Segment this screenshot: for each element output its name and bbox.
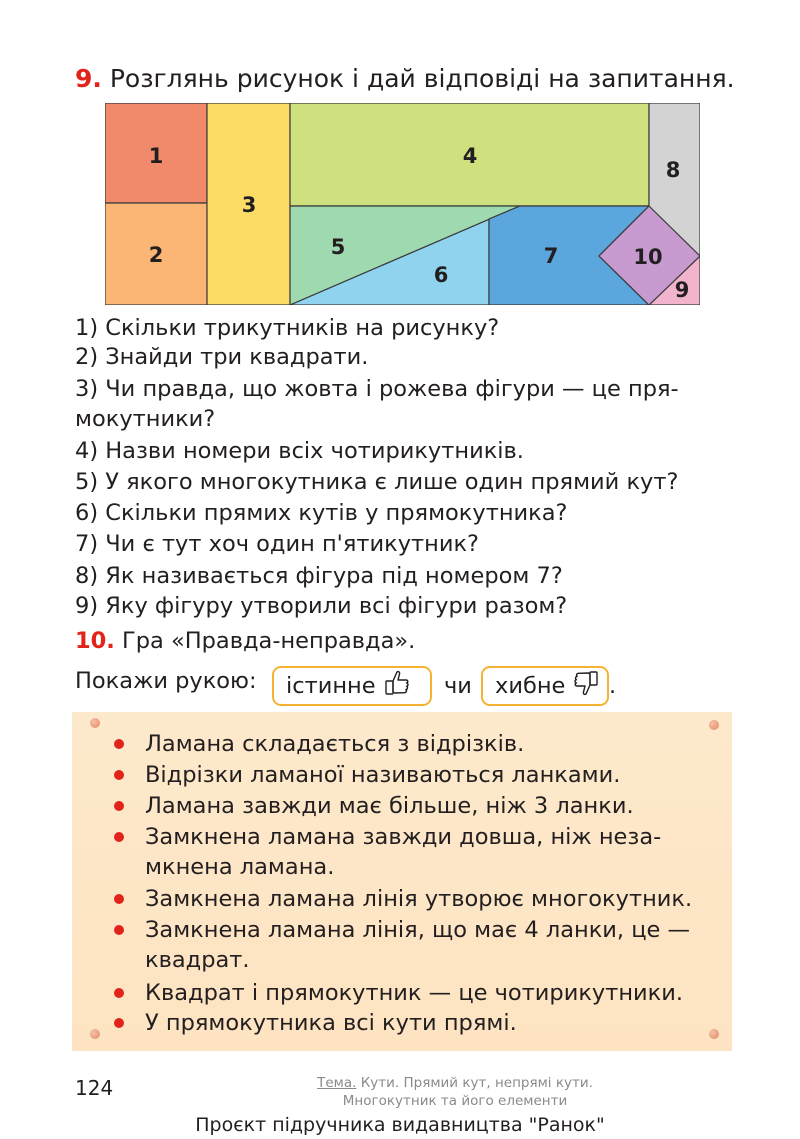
bullet-dot: [114, 801, 124, 811]
topic-text-1: Кути. Прямий кут, непрямі кути.: [360, 1075, 593, 1091]
statement-7: Квадрат і прямокутник — це чотирикутники.: [145, 980, 684, 1006]
true-label: істинне: [286, 673, 376, 699]
bullet-dot: [114, 770, 124, 780]
publisher-note: Проєкт підручника видавництва "Ранок": [195, 1114, 605, 1136]
bullet-dot: [114, 988, 124, 998]
end-period: .: [609, 673, 617, 699]
bullet-dot: [114, 739, 124, 749]
show-hand-prompt: Покажи рукою:: [75, 668, 257, 694]
task-10-title: Гра «Правда-неправда».: [122, 628, 416, 654]
task-10-number: 10.: [75, 628, 115, 654]
statement-4: Замкнена ламана завжди довша, ніж неза-: [145, 824, 662, 850]
statement-1: Ламана складається з відрізків.: [145, 731, 525, 757]
topic-label: Тема.: [317, 1075, 357, 1091]
task-9-number: 9.: [75, 64, 102, 93]
bullet-dot: [114, 1018, 124, 1028]
shape-4-label: 4: [462, 144, 478, 168]
shape-7-label: 7: [543, 244, 559, 268]
shape-5-label: 5: [330, 235, 346, 259]
false-answer-box: [481, 666, 609, 706]
statement-3: Ламана завжди має більше, ніж 3 ланки.: [145, 793, 634, 819]
question-4: 4) Назви номери всіх чотирикутників.: [75, 438, 524, 464]
bullet-dot: [114, 925, 124, 935]
pin-top-right: [709, 720, 719, 730]
question-8: 8) Як називається фігура під номером 7?: [75, 563, 563, 589]
or-word: чи: [444, 673, 472, 699]
question-1: 1) Скільки трикутників на рисунку?: [75, 315, 500, 341]
statement-5: Замкнена ламана лінія утворює многокутник.: [145, 886, 693, 912]
shape-2-label: 2: [148, 243, 164, 267]
statement-4-cont: мкнена ламана.: [145, 854, 335, 880]
task-9-heading: [75, 64, 735, 93]
thumbs-up-icon: [384, 669, 410, 703]
question-7: 7) Чи є тут хоч один п'ятикутник?: [75, 531, 480, 557]
shape-8-label: 8: [665, 158, 681, 182]
question-3-cont: мокутники?: [75, 406, 216, 432]
shape-3-label: 3: [241, 193, 257, 217]
pin-bottom-right: [709, 1029, 719, 1039]
statement-6-cont: квадрат.: [145, 947, 250, 973]
thumbs-down-icon: [573, 669, 599, 703]
bullet-dot: [114, 832, 124, 842]
pin-top-left: [90, 718, 100, 728]
statement-8: У прямокутника всі кути прямі.: [145, 1010, 517, 1036]
pin-bottom-left: [90, 1029, 100, 1039]
topic-line-2: Многокутник та його елементи: [342, 1093, 568, 1109]
page-number: 124: [75, 1076, 114, 1100]
question-6: 6) Скільки прямих кутів у прямокутника?: [75, 500, 568, 526]
question-3: 3) Чи правда, що жовта і рожева фігури — це пря-: [75, 376, 679, 402]
shape-1-label: 1: [148, 144, 164, 168]
shapes-figure: [105, 103, 700, 305]
task-9-title: Розглянь рисунок і дай відповіді на запитання.: [109, 64, 735, 93]
shape-9-label: 9: [674, 278, 690, 302]
question-9: 9) Яку фігуру утворили всі фігури разом?: [75, 593, 568, 619]
question-5: 5) У якого многокутника є лише один прямий кут?: [75, 469, 679, 495]
bullet-dot: [114, 894, 124, 904]
topic-line-1: [200, 1075, 710, 1091]
true-answer-box: [272, 666, 432, 706]
statement-2: Відрізки ламаної називаються ланками.: [145, 762, 621, 788]
shape-10-label: 10: [633, 245, 663, 269]
question-2: 2) Знайди три квадрати.: [75, 344, 369, 370]
statement-6: Замкнена ламана лінія, що має 4 ланки, це —: [145, 917, 691, 943]
shape-6-label: 6: [433, 263, 449, 287]
false-label: хибне: [495, 673, 566, 699]
task-10-heading: [75, 628, 415, 654]
